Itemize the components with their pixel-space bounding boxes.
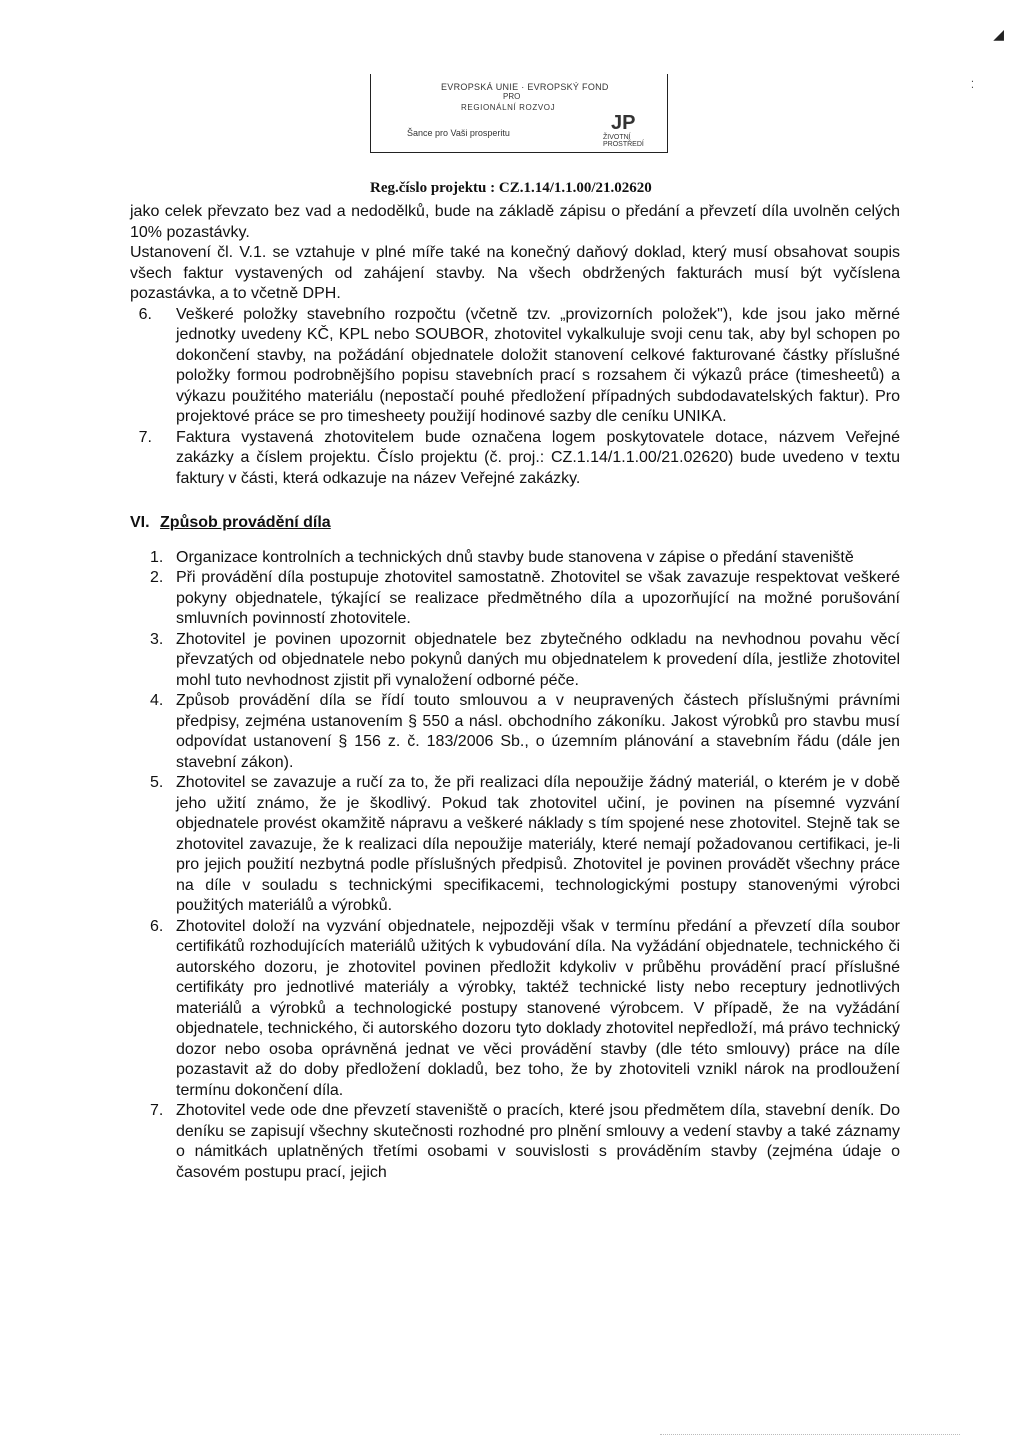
document-body <box>130 202 900 1183</box>
item-text: Faktura vystavená zhotovitelem bude označena logem poskytovatele dotace, názvem Veřejné zakázky a číslem projektu. Číslo projektu (č. proj.: CZ.1.14/1.1.00/21.02620) bude uvedeno v textu faktury v části, která odkazuje na název Veřejné zakázky. <box>176 428 900 487</box>
list-item-number: 4. <box>150 692 164 709</box>
list-item-text: Při provádění díla postupuje zhotovitel samostatně. Zhotovitel se však zavazuje respektovat veškeré pokyny objednatele, týkající se realizace předmětného díla a upozorňující na možné porušování smluvních povinností zhotovitele. <box>176 569 900 627</box>
section-number: VI. <box>130 514 150 531</box>
item-number: 6. <box>138 305 152 323</box>
list-item-number: 2. <box>150 569 164 586</box>
numbered-item <box>130 305 900 428</box>
list-item-text: Zhotovitel se zavazuje a ručí za to, že při realizaci díla nepoužije žádný materiál, o kterém je v době jeho užití známo, že je škodlivý. Pokud tak zhotovitel učiní, je povinen na písemné vyzvání objednatele provést okamžitě nápravu a veškeré náklady s tím spojené nese zhotovitel. Stejně tak se zhotovitel zavazuje, že k realizaci díla nepoužije materiály, které nemají požadovanou certifikaci, je-li pro jejich použití nezbytná podle příslušných předpisů. Zhotovitel je povinen provádět všechny práce na díle v souladu s technickými specifikacemi, technologickými postupy stanovenými výrobci použitých materiálů a výrobků. <box>176 774 900 914</box>
list-item-number: 3. <box>150 630 164 648</box>
logo-line-1: EVROPSKÁ UNIE · EVROPSKÝ FOND <box>441 82 609 92</box>
funding-logo-box <box>370 74 668 153</box>
list-item-text: Způsob provádění díla se řídí touto smlouvou a v neupravených částech příslušnými právními předpisy, zejména ustanovením § 550 a násl. obchodního zákoníku. Jakost výrobků pro stavbu musí odpovídat ustanovení § 156 z. č. 183/2006 Sb., o územním plánování a stavebním řádu (dále jen stavební zákon). <box>176 692 900 771</box>
logo-line-3: REGIONÁLNÍ ROZVOJ <box>461 103 556 112</box>
list-item-text: Zhotovitel doloží na vyzvání objednatele, nejpozději však v termínu předání a převzetí díla soubor certifikátů rozhodujících materiálů užitých k vybudování díla. Na vyžádání objednatele, technického či autorského dozoru, je zhotovitel povinen předložit kdykoliv v průběhu provádění prací příslušné certifikáty pro jednotlivé materiály a výrobky, taktéž technické listy nebo receptury jednotlivých materiálů a výrobků a technologické postupy stanovené výrobcem. V případě, že na vyžádání objednatele, technického, či autorského dozoru tyto doklady zhotovitel nepředloží, má právo technický dozor nebo osoba oprávněná jednat ve věci provádění stavby (dle této smlouvy) práce na díle pozastavit až do doby předložení dokladů, bez toho, že by zhotoviteli vznikl nárok na prodloužení termínu dokončení díla. <box>176 917 900 1099</box>
logo-slogan: Šance pro Vaši prosperitu <box>407 128 510 138</box>
list-item <box>150 548 900 569</box>
list-item <box>150 1101 900 1183</box>
ministry-logo-icon: JP <box>611 112 636 134</box>
list-item <box>150 691 900 773</box>
list-item <box>150 630 900 692</box>
list-item <box>150 568 900 630</box>
list-item <box>150 917 900 1102</box>
section-list <box>150 548 900 1184</box>
section-title: Způsob provádění díla <box>160 514 331 531</box>
numbered-item <box>130 428 900 490</box>
list-item-text: Zhotovitel je povinen upozornit objednatele bez zbytečného odkladu na nevhodnou povahu věcí převzatých od objednatele nebo pokynů daných mu objednatelem k provedení díla, jestliže zhotovitel mohl tuto nevhodnost zjistit při vynaložení odborné péče. <box>176 630 900 689</box>
list-item <box>150 773 900 917</box>
list-item-text: Organizace kontrolních a technických dnů stavby bude stanovena v zápise o předání staveniště <box>176 548 854 566</box>
logo-line-2: PRO <box>503 92 521 101</box>
corner-scan-mark: ◢ <box>993 26 1004 42</box>
margin-scan-mark: ⁚ <box>970 80 974 91</box>
item-text: Veškeré položky stavebního rozpočtu (včetně tzv. „provizorních položek"), kde jsou jako měrné jednotky uvedeny KČ, KPL nebo SOUBOR, zhotovitel vykalkuluje svoji cenu tak, aby byl schopen po dokončení stavby, na požádání objednatele doložit stanovení celkové fakturované částky příslušné položky formou podrobnějšího popisu stavebních prací s rozsahem či výkazů práce (timesheetů) a výkazu použitého materiálu (nepostačí pouhé předložení případných subdodavatelských faktur). Pro projektové práce se pro timesheety použijí hodinové sazby dle ceníku UNIKA. <box>176 305 900 425</box>
list-item-number: 7. <box>150 1102 164 1119</box>
list-item-text: Zhotovitel vede ode dne převzetí staveniště o pracích, které jsou předmětem díla, stavební deník. Do deníku se zapisují všechny skutečnosti rozhodné pro plnění smlouvy a vedení stavby a také záznamy o námitkách uplatněných třetími osobami v souvislosti s prováděním stavby (zejména údaje o časovém postupu prací, jejich <box>176 1102 900 1181</box>
list-item-number: 6. <box>150 917 164 935</box>
list-item-number: 1. <box>150 548 164 566</box>
list-item-number: 5. <box>150 774 164 791</box>
intro-paragraph: jako celek převzato bez vad a nedodělků, bude na základě zápisu o předání a převzetí díla uvolněn celých 10% pozastávky. <box>130 203 900 241</box>
item-number: 7. <box>138 428 152 446</box>
intro-paragraph: Ustanovení čl. V.1. se vztahuje v plné míře také na konečný daňový doklad, který musí obsahovat soupis všech faktur vystavených od zahájení stavby. Na všech obdržených fakturách musí být vyčíslena pozastávka, a to včetně DPH. <box>130 244 900 302</box>
section-heading <box>130 513 900 534</box>
ministry-logo-caption: ŽIVOTNÍ PROSTŘEDÍ <box>603 134 644 148</box>
project-number: Reg.číslo projektu : CZ.1.14/1.1.00/21.02620 <box>370 180 652 196</box>
scan-artifact-line <box>660 1434 960 1435</box>
